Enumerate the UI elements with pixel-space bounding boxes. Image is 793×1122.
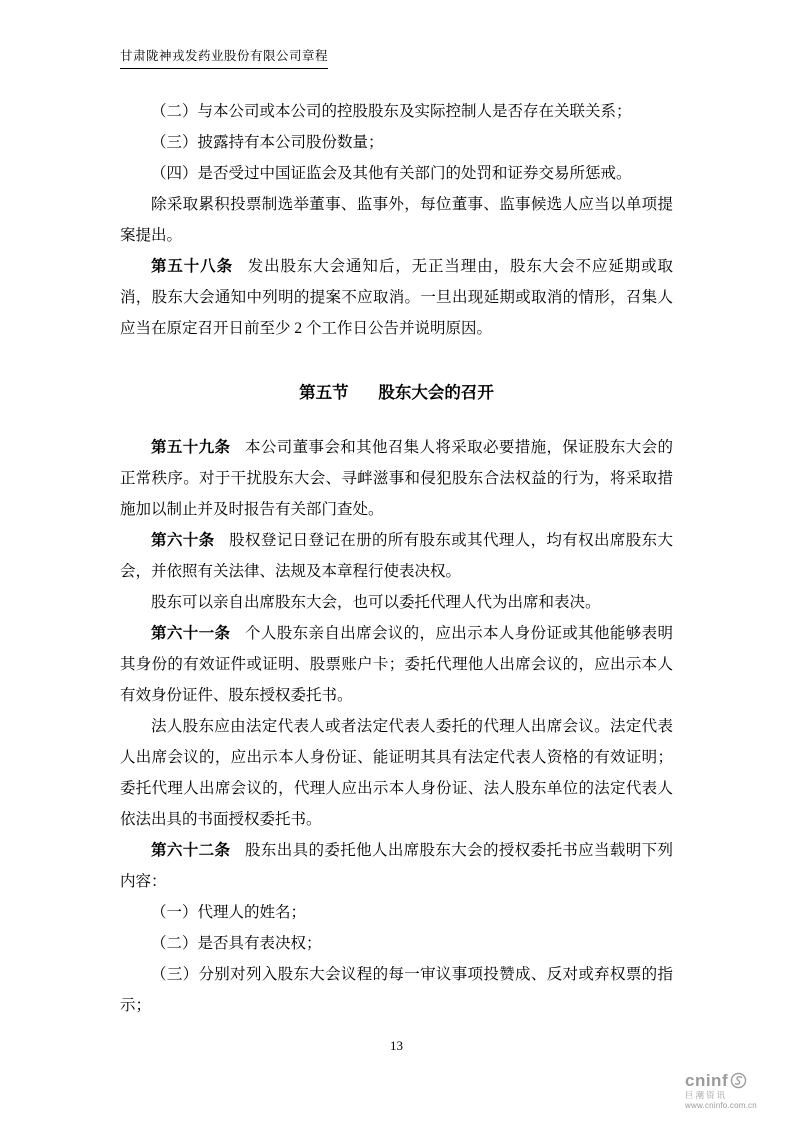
- cninfo-logo-top: [685, 1072, 777, 1089]
- cninfo-url: www.cninfo.com.cn: [685, 1100, 757, 1110]
- paragraph: [120, 96, 673, 127]
- page-number: 13: [390, 1038, 403, 1053]
- paragraph: [120, 897, 673, 928]
- paragraph: [120, 618, 673, 711]
- paragraph-text: 发出股东大会通知后，无正当理由，股东大会不应延期或取消，股东大会通知中列明的提案不应取消。一旦出现延期或取消的情形，召集人应当在原定召开日前至少 2 个工作日公告并说明原因。: [120, 258, 673, 337]
- paragraph-text: （三）披露持有本公司股份数量；: [151, 134, 384, 151]
- paragraph-text: 本公司董事会和其他召集人将采取必要措施，保证股东大会的正常秩序。对于干扰股东大会、寻衅滋事和侵犯股东合法权益的行为，将采取措施加以制止并及时报告有关部门查处。: [120, 439, 673, 518]
- header-title: 甘肃陇神戎发药业股份有限公司章程: [120, 46, 328, 69]
- article-number: 第六十条: [151, 532, 215, 549]
- cninfo-brand-text: cninf: [685, 1071, 729, 1090]
- paragraph: [120, 432, 673, 525]
- paragraph: [120, 525, 673, 587]
- article-number: 第五十八条: [151, 258, 233, 275]
- document-body: [120, 96, 673, 1021]
- paragraph: [120, 251, 673, 344]
- section-heading: [120, 377, 673, 408]
- article-number: 第六十一条: [151, 625, 231, 642]
- paragraph: [120, 189, 673, 251]
- paragraph: [120, 928, 673, 959]
- paragraph-text: （四）是否受过中国证监会及其他有关部门的处罚和证券交易所惩戒。: [151, 165, 632, 182]
- paragraph-text: （三）分别对列入股东大会议程的每一审议事项投赞成、反对或弃权票的指示；: [120, 966, 673, 1014]
- article-number: 第五十九条: [151, 439, 231, 456]
- paragraph: [120, 158, 673, 189]
- paragraph-text: 个人股东亲自出席会议的，应出示本人身份证或其他能够表明其身份的有效证件或证明、股票账户卡；委托代理他人出席会议的，应出示本人有效身份证件、股东授权委托书。: [120, 625, 673, 704]
- paragraph-text: 股权登记日登记在册的所有股东或其代理人，均有权出席股东大会，并依照有关法律、法规及本章程行使表决权。: [120, 532, 673, 580]
- paragraph: [120, 835, 673, 897]
- paragraph-text: （一）代理人的姓名；: [151, 904, 307, 921]
- paragraph: [120, 127, 673, 158]
- page-header: [120, 46, 328, 69]
- paragraph-text: 除采取累积投票制选举董事、监事外，每位董事、监事候选人应当以单项提案提出。: [120, 196, 673, 244]
- paragraph-text: 法人股东应由法定代表人或者法定代表人委托的代理人出席会议。法定代表人出席会议的，应出示本人身份证、能证明其具有法定代表人资格的有效证明；委托代理人出席会议的，代理人应出示本人身份证、法人股东单位的法定代表人依法出具的书面授权委托书。: [120, 718, 673, 828]
- paragraph-text: 股东可以亲自出席股东大会，也可以委托代理人代为出席和表决。: [151, 594, 601, 611]
- paragraph: [120, 959, 673, 1021]
- article-number: 第六十二条: [151, 842, 231, 859]
- paragraph: [120, 587, 673, 618]
- section-number: 第五节: [299, 383, 349, 402]
- paragraph-text: （二）是否具有表决权；: [151, 935, 322, 952]
- paragraph-text: 股东大会的召开: [378, 383, 494, 402]
- paragraph-text: （二）与本公司或本公司的控股股东及实际控制人是否存在关联关系；: [151, 103, 632, 120]
- cninfo-logo: [685, 1072, 777, 1110]
- cninfo-chinese-name: 巨潮资讯: [685, 1090, 728, 1100]
- paragraph-text: 股东出具的委托他人出席股东大会的授权委托书应当载明下列内容：: [120, 842, 673, 890]
- cninfo-swirl-icon: [730, 1072, 747, 1089]
- paragraph: [120, 711, 673, 835]
